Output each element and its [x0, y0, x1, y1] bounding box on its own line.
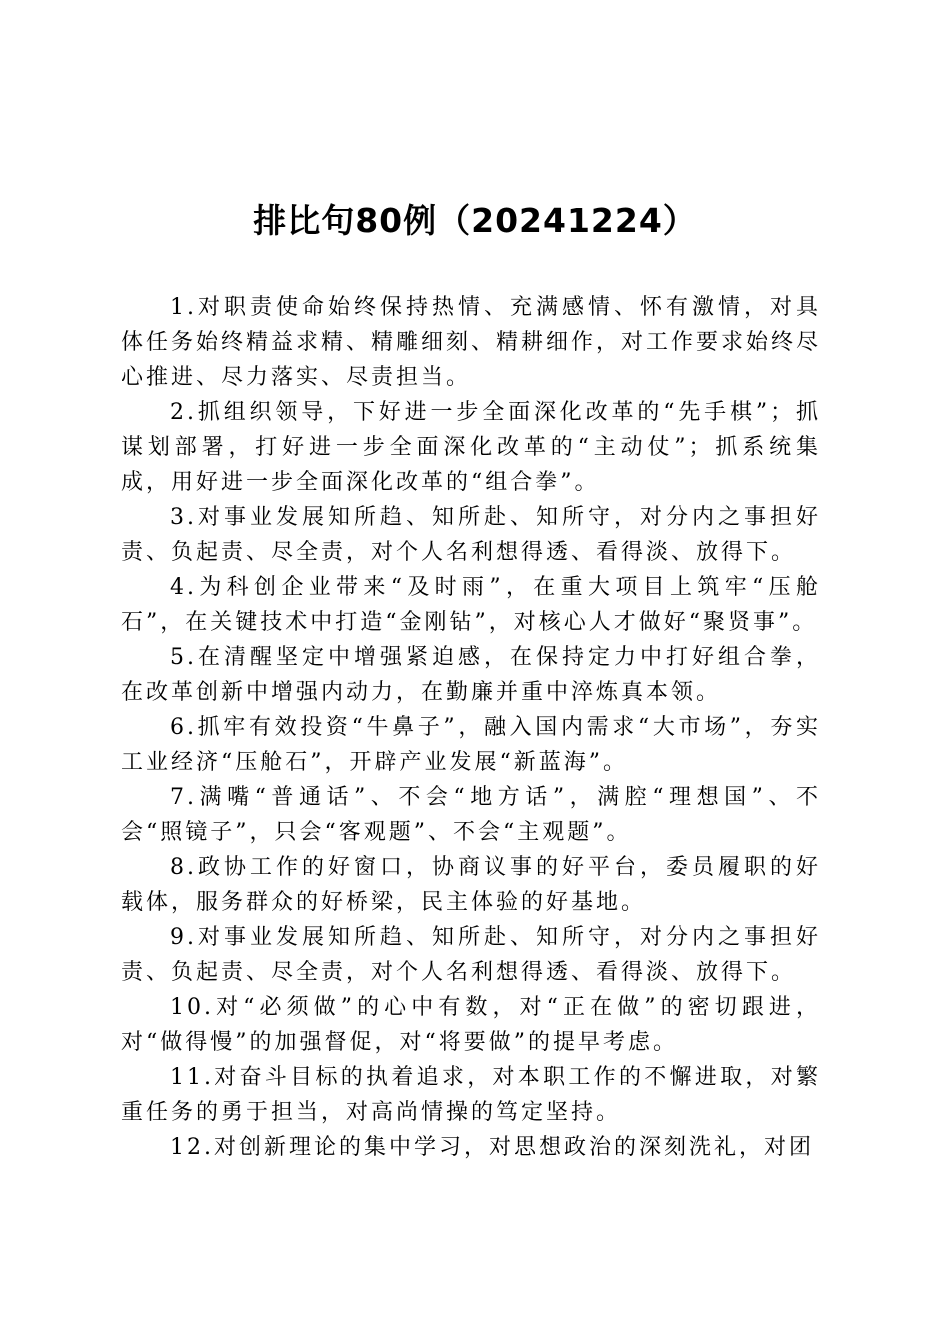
document-body [121, 290, 821, 1165]
paragraph-6: 6.抓牢有效投资“牛鼻子”，融入国内需求“大市场”，夯实工业经济“压舱石”，开辟产业发展“新蓝海”。 [121, 715, 821, 775]
paragraph-8: 8.政协工作的好窗口，协商议事的好平台，委员履职的好载体，服务群众的好桥梁，民主体验的好基地。 [121, 855, 821, 915]
paragraph-4: 4.为科创企业带来“及时雨”，在重大项目上筑牢“压舱石”，在关键技术中打造“金刚钻”，对核心人才做好“聚贤事”。 [121, 575, 821, 635]
paragraph-3: 3.对事业发展知所趋、知所赴、知所守，对分内之事担好责、负起责、尽全责，对个人名利想得透、看得淡、放得下。 [121, 505, 821, 565]
paragraph-5: 5.在清醒坚定中增强紧迫感，在保持定力中打好组合拳，在改革创新中增强内动力，在勤廉并重中淬炼真本领。 [121, 645, 821, 705]
paragraph-2: 2.抓组织领导，下好进一步全面深化改革的“先手棋”；抓谋划部署，打好进一步全面深化改革的“主动仗”；抓系统集成，用好进一步全面深化改革的“组合拳”。 [121, 400, 821, 495]
document-title: 排比句80例（20241224） [253, 201, 697, 240]
paragraph-1: 1.对职责使命始终保持热情、充满感情、怀有激情，对具体任务始终精益求精、精雕细刻、精耕细作，对工作要求始终尽心推进、尽力落实、尽责担当。 [121, 295, 822, 390]
paragraph-12: 12.对创新理论的集中学习，对思想政治的深刻洗礼，对团 [170, 1135, 814, 1160]
paragraph-11: 11.对奋斗目标的执着追求，对本职工作的不懈进取，对繁重任务的勇于担当，对高尚情操的笃定坚持。 [121, 1065, 821, 1125]
paragraph-9: 9.对事业发展知所趋、知所赴、知所守，对分内之事担好责、负起责、尽全责，对个人名利想得透、看得淡、放得下。 [121, 925, 821, 985]
paragraph-7: 7.满嘴“普通话”、不会“地方话”，满腔“理想国”、不会“照镜子”，只会“客观题”、不会“主观题”。 [121, 785, 821, 845]
paragraph-10: 10.对“必须做”的心中有数，对“正在做”的密切跟进，对“做得慢”的加强督促，对“将要做”的提早考虑。 [121, 995, 821, 1055]
